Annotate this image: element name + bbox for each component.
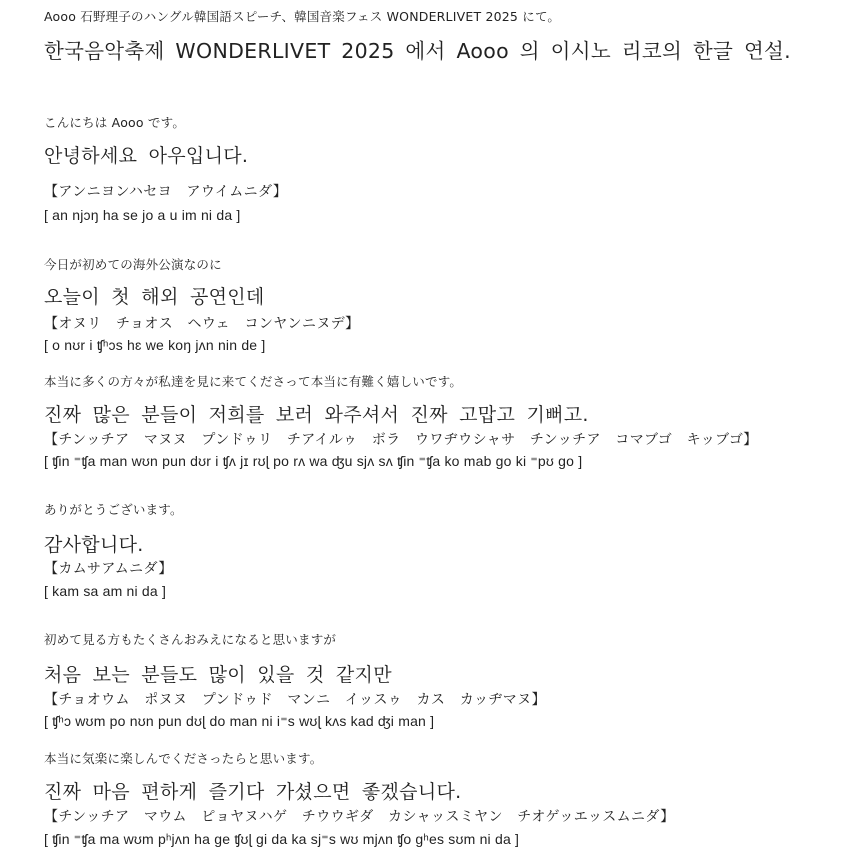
japanese-line: 本当に多くの方々が私達を見に来てくださって本当に有難く嬉しいです。: [44, 374, 463, 389]
korean-line: 처음 보는 분들도 많이 있을 것 같지만: [44, 664, 392, 686]
korean-line: 진짜 많은 분들이 저희를 보러 와주셔서 진짜 고맙고 기뻐고.: [44, 404, 589, 426]
ipa-transcription: [ o nʊr i ʧʰɔs hɛ we koŋ jʌn nin de ]: [44, 337, 266, 353]
japanese-line: こんにちは Aooo です。: [44, 115, 186, 130]
korean-line: 감사합니다.: [44, 534, 144, 556]
korean-line: 오늘이 첫 해외 공연인데: [44, 286, 265, 308]
page-caption: Aooo 石野理子のハングル韓国語スピーチ、韓国音楽フェス WONDERLIVET 2025 にて。: [44, 9, 561, 24]
japanese-line: 初めて見る方もたくさんおみえになると思いますが: [44, 632, 337, 647]
japanese-line: ありがとうございます。: [44, 502, 183, 517]
ipa-transcription: [ ʧin ⁼ʧa man wʊn pun dʊr i ʧʌ jɪ rʊɭ po rʌ wa ʤu sjʌ sʌ ʧin ⁼ʧa ko mab go ki ⁼pʊ go ]: [44, 453, 583, 469]
japanese-line: 本当に気楽に楽しんでくださったらと思います。: [44, 751, 323, 766]
ipa-transcription: [ ʧʰɔ wʊm po nʊn pun dʊɭ do man ni i⁼s wʊɭ kʌs kad ʤi man ]: [44, 713, 435, 729]
ipa-transcription: [ kam sa am ni da ]: [44, 583, 167, 599]
kana-reading: 【チョオウム ポヌヌ プンドゥド マンニ イッスゥ カス カッヂマヌ】: [44, 692, 546, 708]
ipa-transcription: [ an njɔŋ ha se jo a u im ni da ]: [44, 207, 241, 223]
page-title: 한국음악축제 WONDERLIVET 2025 에서 Aooo 의 이시노 리코의 한글 연설.: [44, 39, 791, 63]
kana-reading: 【チンッチア マウム ピョヤヌハゲ チウウギダ カシャッスミヤン チオゲッエッスムニダ】: [44, 809, 675, 825]
japanese-line: 今日が初めての海外公演なのに: [44, 257, 222, 272]
korean-line: 진짜 마음 편하게 즐기다 가셨으면 좋겠습니다.: [44, 781, 462, 803]
kana-reading: 【チンッチア マヌヌ プンドゥリ チアイルゥ ボラ ウワヂウシャサ チンッチア コマブゴ キッブゴ】: [44, 432, 758, 448]
ipa-transcription: [ ʧin ⁼ʧa ma wʊm pʰjʌn ha ge ʧʊɭ gi da ka sj⁼s wʊ mjʌn ʧo gʰes sʊm ni da ]: [44, 831, 520, 847]
kana-reading: 【オヌリ チョオス ヘウェ コンヤンニヌデ】: [44, 316, 360, 332]
kana-reading: 【アンニヨンハセヨ アウイムニダ】: [44, 184, 288, 200]
kana-reading: 【カムサアムニダ】: [44, 561, 173, 577]
korean-line: 안녕하세요 아우입니다.: [44, 145, 249, 167]
